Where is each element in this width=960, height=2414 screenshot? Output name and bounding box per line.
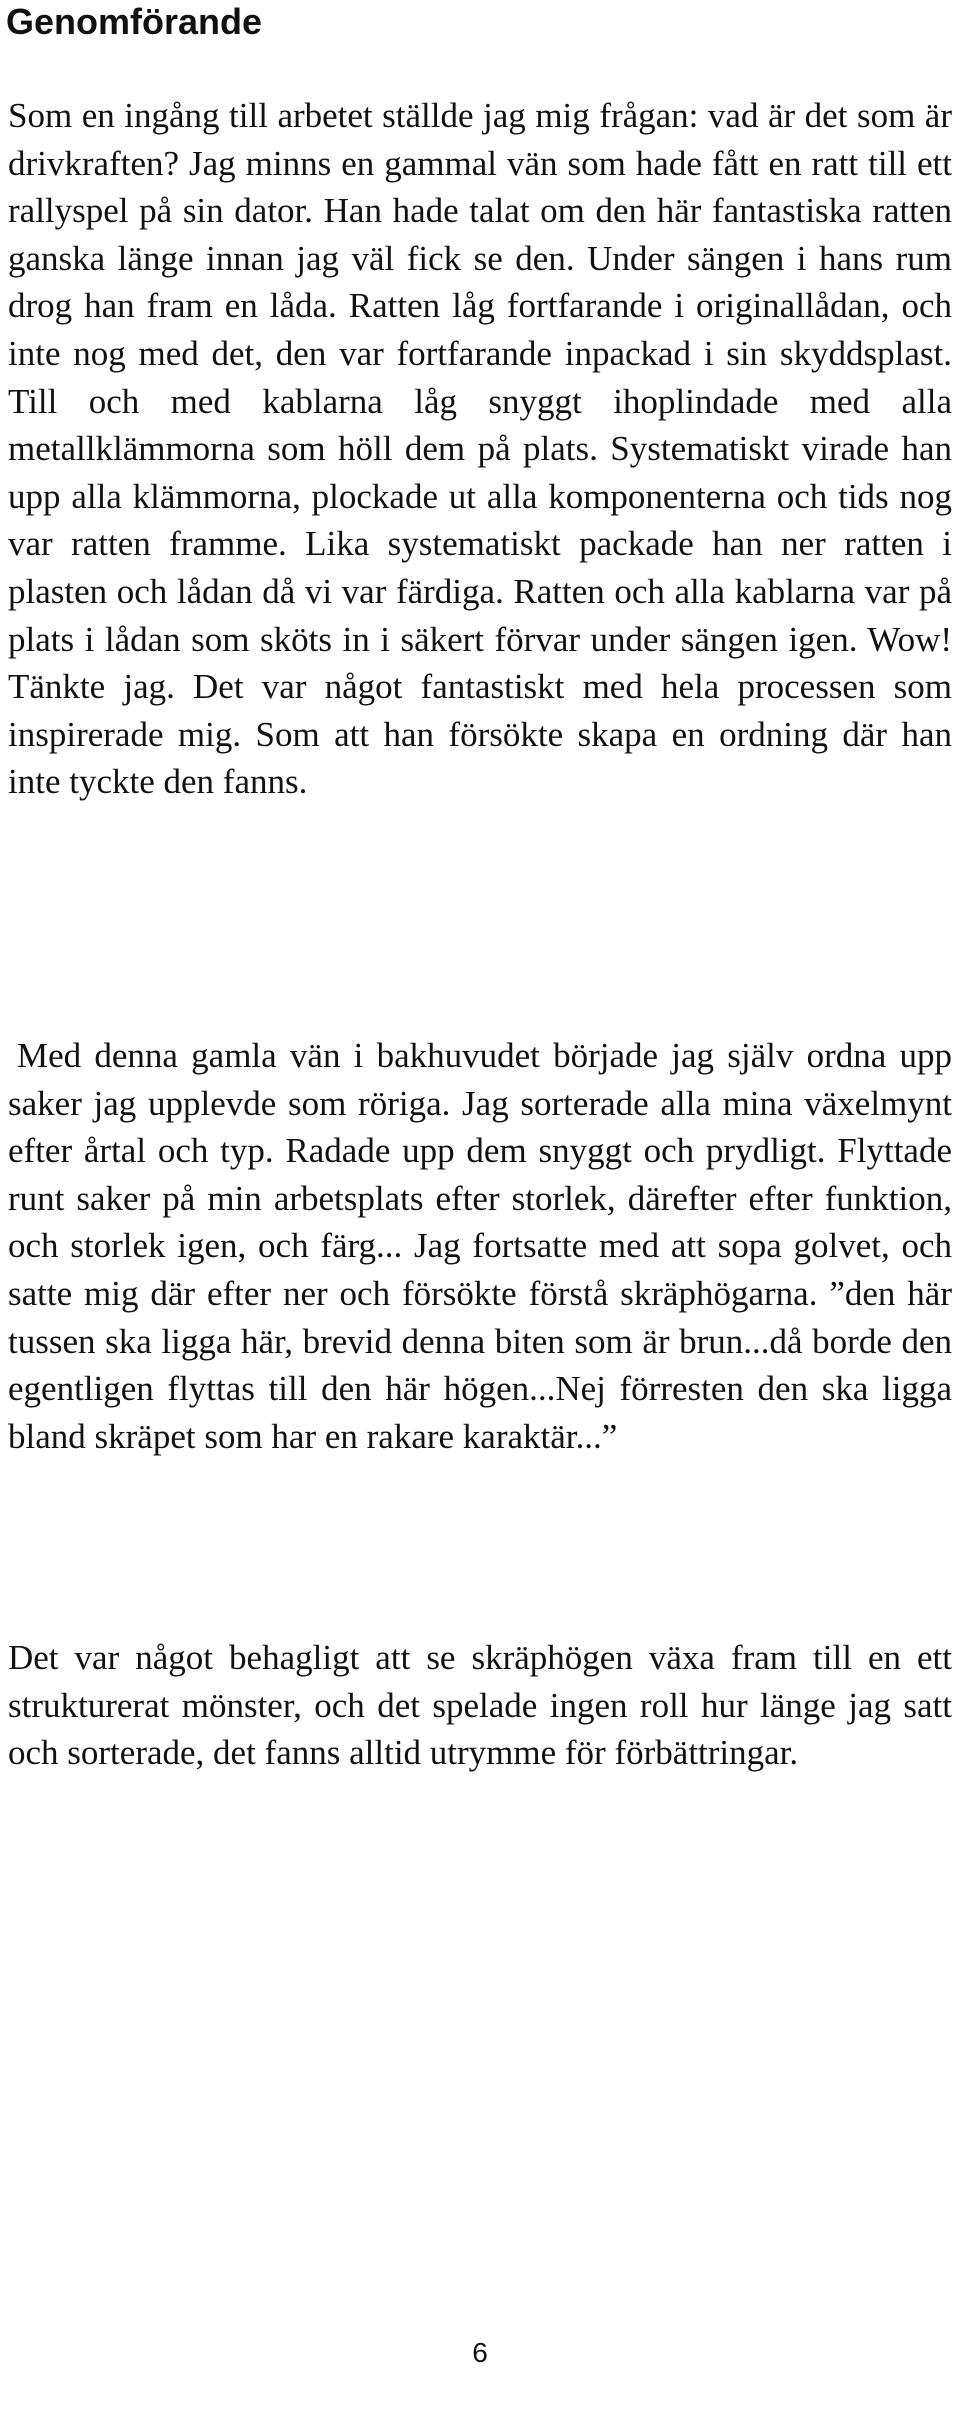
section-heading: Genomförande bbox=[6, 1, 263, 42]
paragraph-3: Det var något behagligt att se skräphögen växa fram till en ett strukturerat mönster, och det spelade ingen roll hur länge jag satt och sorterade, det fanns alltid utrymme för förbättringar. bbox=[8, 1638, 952, 1773]
page-number: 6 bbox=[472, 2337, 488, 2368]
paragraph-1: Som en ingång till arbetet ställde jag mig frågan: vad är det som är drivkraften? Jag minns en gammal vän som hade fått en ratt till ett rallyspel på sin dator. Han hade talat om den här fantastiska ratten ganska länge innan jag väl fick se den. Under sängen i hans rum drog han fram en låda. Ratten låg fortfarande i originallådan, och inte nog med det, den var fortfarande inpackad i sin skyddsplast. Till och med kablarna låg snyggt ihoplindade med alla metallklämmorna som höll dem på plats. Systematiskt virade han upp alla klämmorna, plockade ut alla komponenterna och tids nog var ratten framme. Lika systematiskt packade han ner ratten i plasten och lådan då vi var färdiga. Ratten och alla kablarna var på plats i lådan som sköts in i säkert förvar under sängen igen. Wow! Tänkte jag. Det var något fantastiskt med hela processen som inspirerade mig. Som att han försökte skapa en ordning där han inte tyckte den fanns. bbox=[8, 96, 952, 802]
paragraph-2: Med denna gamla vän i bakhuvudet började jag själv ordna upp saker jag upplevde som röriga. Jag sorterade alla mina växelmynt efter årtal och typ. Radade upp dem snyggt och prydligt. Flyttade runt saker på min arbetsplats efter storlek, därefter efter funktion, och storlek igen, och färg... Jag fortsatte med att sopa golvet, och satte mig där efter ner och försökte förstå skräphögarna. ”den här tussen ska ligga här, brevid denna biten som är brun...då borde den egentligen flyttas till den här högen...Nej förresten den ska ligga bland skräpet som har en rakare karaktär...” bbox=[8, 1036, 952, 1456]
